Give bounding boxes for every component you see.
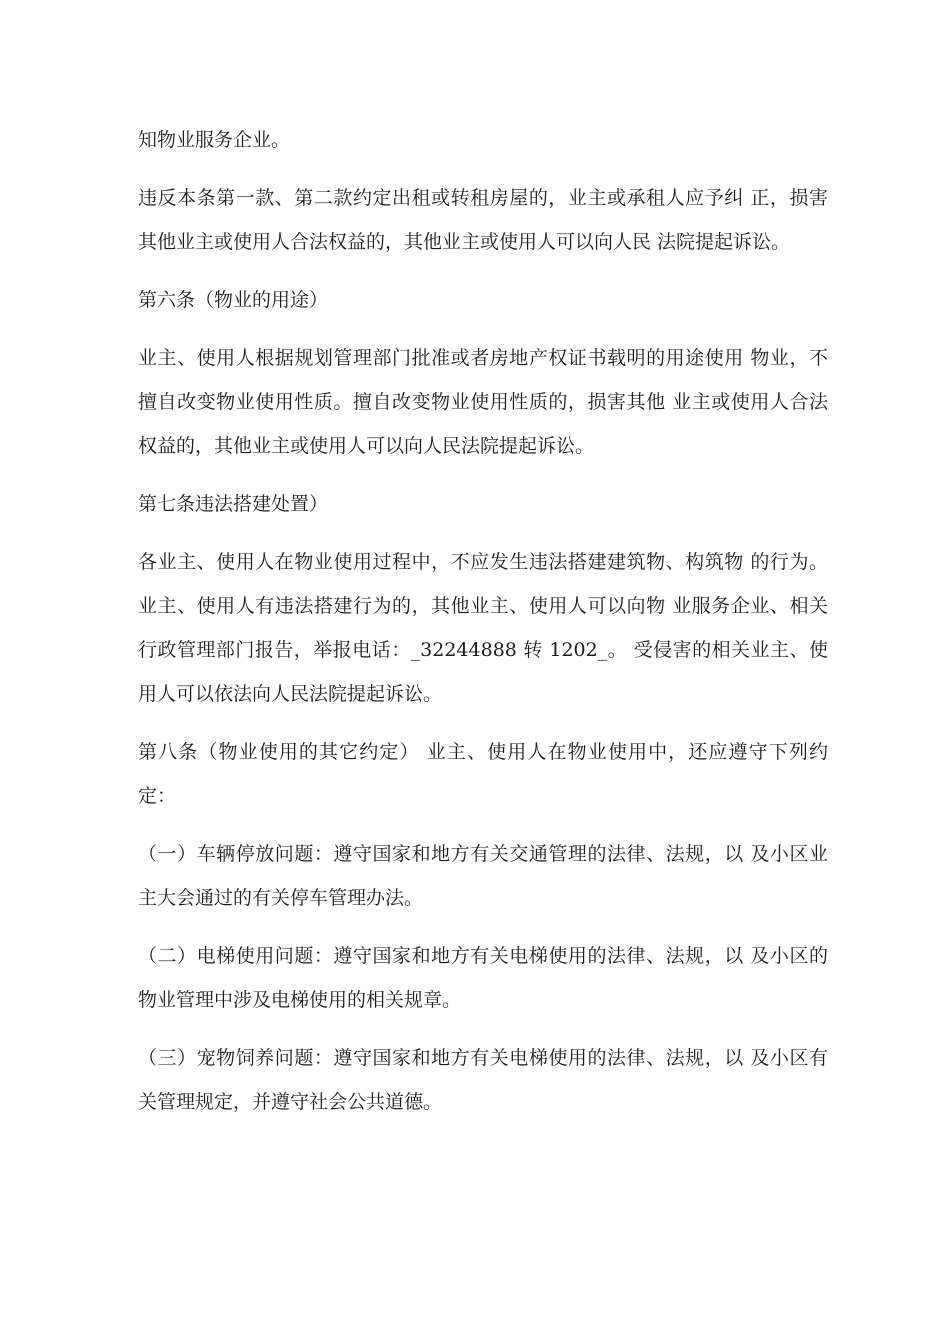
paragraph-continuation: 知物业服务企业。 (138, 129, 291, 151)
article-8-item-1: （一）车辆停放问题：遵守国家和地方有关交通管理的法律、法规，以 及小区业主大会通过的有关停车管理办法。 (138, 843, 828, 909)
document-body (138, 118, 828, 1138)
article-7-body: 各业主、使用人在物业使用过程中，不应发生违法搭建建筑物、构筑物 的行为。业主、使用人有违法搭建行为的，其他业主、使用人可以向物 业服务企业、相关行政管理部门报告，举报电话：_32244888 转 1202_。 受侵害的相关业主、使用人可以依法向人民法院提起诉讼。 (138, 551, 828, 705)
article-8-item-2: （二）电梯使用问题：遵守国家和地方有关电梯使用的法律、法规，以 及小区的物业管理中涉及电梯使用的相关规章。 (138, 945, 828, 1011)
article-6-heading: 第六条（物业的用途） (138, 289, 329, 311)
paragraph-sublet-violation: 违反本条第一款、第二款约定出租或转租房屋的，业主或承租人应予纠 正，损害其他业主或使用人合法权益的，其他业主或使用人可以向人民 法院提起诉讼。 (138, 187, 828, 253)
article-6-body: 业主、使用人根据规划管理部门批准或者房地产权证书载明的用途使用 物业，不擅自改变物业使用性质。擅自改变物业使用性质的，损害其他 业主或使用人合法权益的，其他业主或使用人可以向人民法院提起诉讼。 (138, 347, 828, 457)
article-7-heading: 第七条违法搭建处置） (138, 493, 329, 515)
article-8-item-3: （三）宠物饲养问题：遵守国家和地方有关电梯使用的法律、法规，以 及小区有关管理规定，并遵守社会公共道德。 (138, 1047, 828, 1113)
article-8-heading-body: 第八条（物业使用的其它约定） 业主、使用人在物业使用中，还应遵守下列约定： (138, 741, 828, 807)
